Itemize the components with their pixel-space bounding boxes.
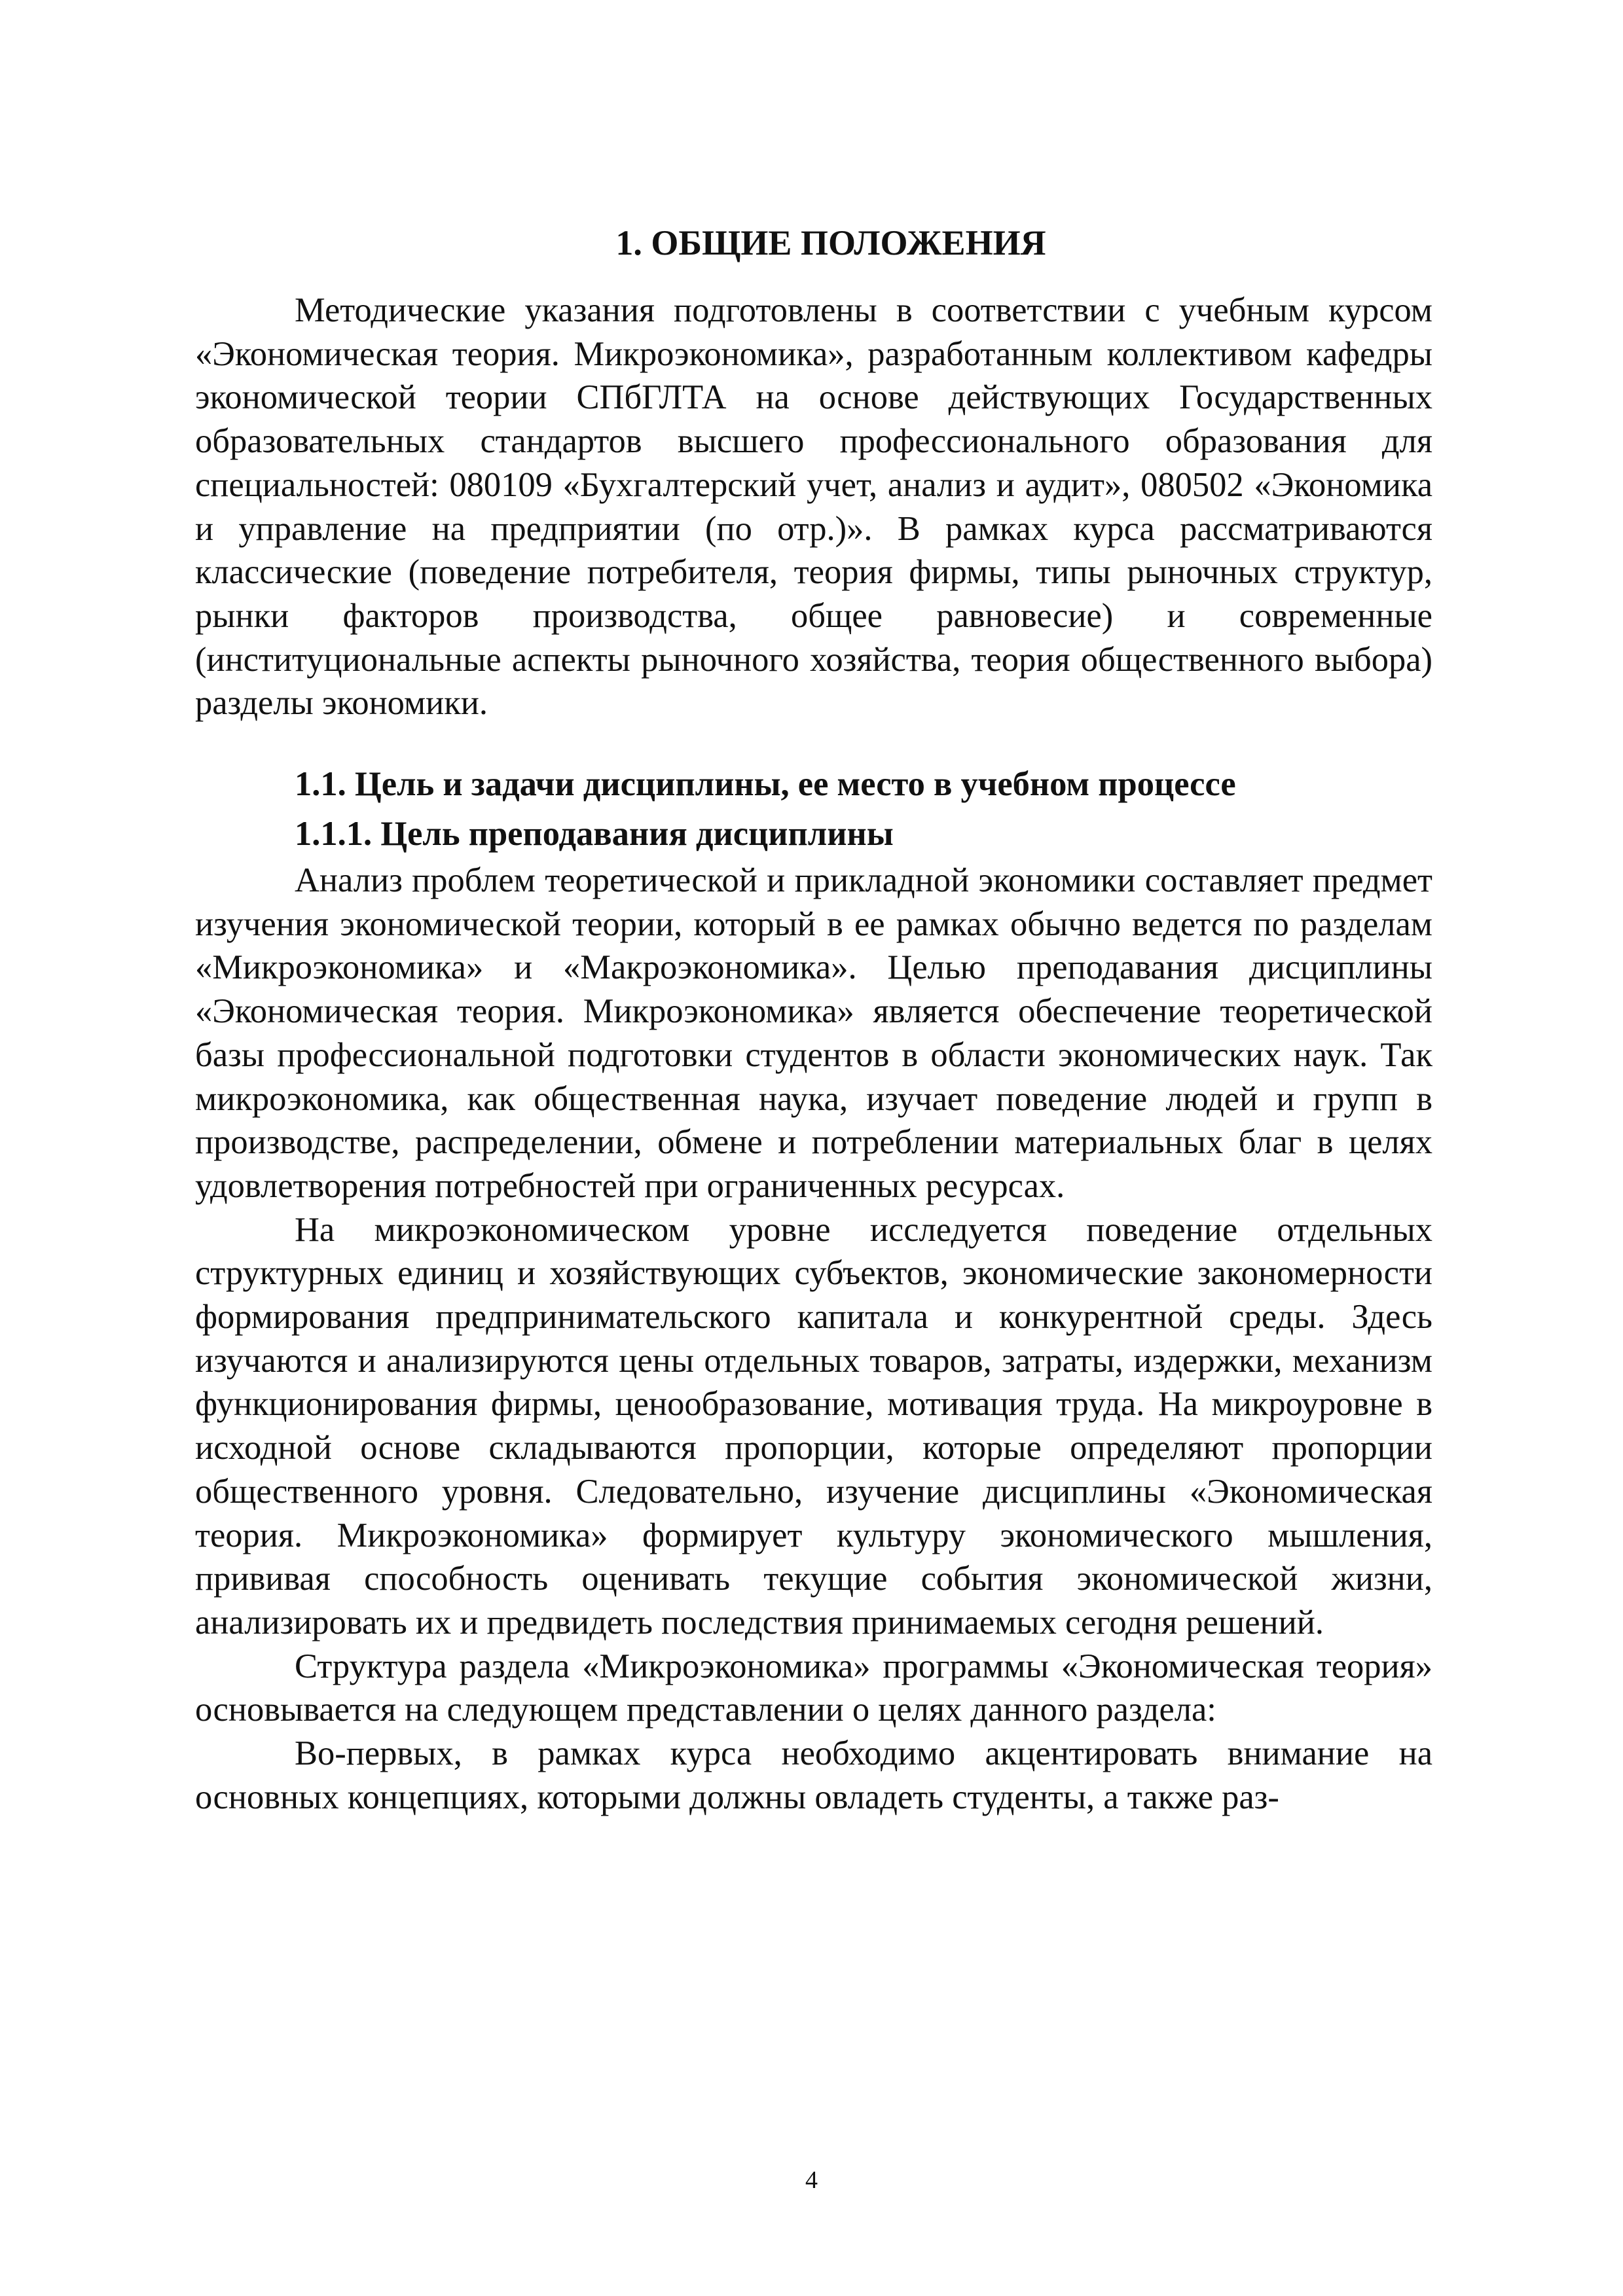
body-paragraph: Во-первых, в рамках курса необходимо акцентировать внимание на основных концепциях, которыми должны овладеть студенты, а также раз-	[195, 1734, 1432, 1816]
subsection-title: 1.1.1. Цель преподавания дисциплины	[295, 815, 894, 853]
body-paragraph: На микроэкономическом уровне исследуется поведение отдельных структурных единиц и хозяйствующих субъектов, экономические закономерности формирования предпринимательского капитала и конкурентной среды. Здесь изучаются и анализируются цены отдельных товаров, затраты, издержки, механизм функционирования фирмы, ценообразование, мотивация труда. На микроуровне в исходной основе складываются пропорции, которые определяют пропорции общественного уровня. Следовательно, изучение дисциплины «Экономическая теория. Микроэкономика» формирует культуру экономического мышления, прививая способность оценивать текущие события экономической жизни, анализировать их и предвидеть последствия принимаемых сегодня решений.	[195, 1210, 1432, 1641]
page-content	[195, 219, 1432, 1820]
body-paragraph: Структура раздела «Микроэкономика» программы «Экономическая теория» основывается на следующем представлении о целях данного раздела:	[195, 1647, 1432, 1729]
chapter-title: 1. ОБЩИЕ ПОЛОЖЕНИЯ	[615, 223, 1046, 262]
intro-paragraph: Методические указания подготовлены в соответствии с учебным курсом «Экономическая теория. Микроэкономика», разработанным коллективом кафедры экономической теории СПбГЛТА на основе действующих Государственных образовательных стандартов высшего профессионального образования для специальностей: 080109 «Бухгалтерский учет, анализ и аудит», 080502 «Экономика и управление на предприятии (по отр.)». В рамках курса рассматриваются классические (поведение потребителя, теория фирмы, типы рыночных структур, рынки факторов производства, общее равновесие) и современные (институциональные аспекты рыночного хозяйства, теория общественного выбора) разделы экономики.	[195, 291, 1432, 723]
page-number: 4	[805, 2166, 818, 2194]
section-title: 1.1. Цель и задачи дисциплины, ее место в учебном процессе	[295, 765, 1236, 804]
body-paragraph: Анализ проблем теоретической и прикладной экономики составляет предмет изучения экономической теории, который в ее рамках обычно ведется по разделам «Микроэкономика» и «Макроэкономика». Целью преподавания дисциплины «Экономическая теория. Микроэкономика» является обеспечение теоретической базы профессиональной подготовки студентов в области экономических наук. Так микроэкономика, как общественная наука, изучает поведение людей и групп в производстве, распределении, обмене и потреблении материальных благ в целях удовлетворения потребностей при ограниченных ресурсах.	[195, 861, 1432, 1205]
